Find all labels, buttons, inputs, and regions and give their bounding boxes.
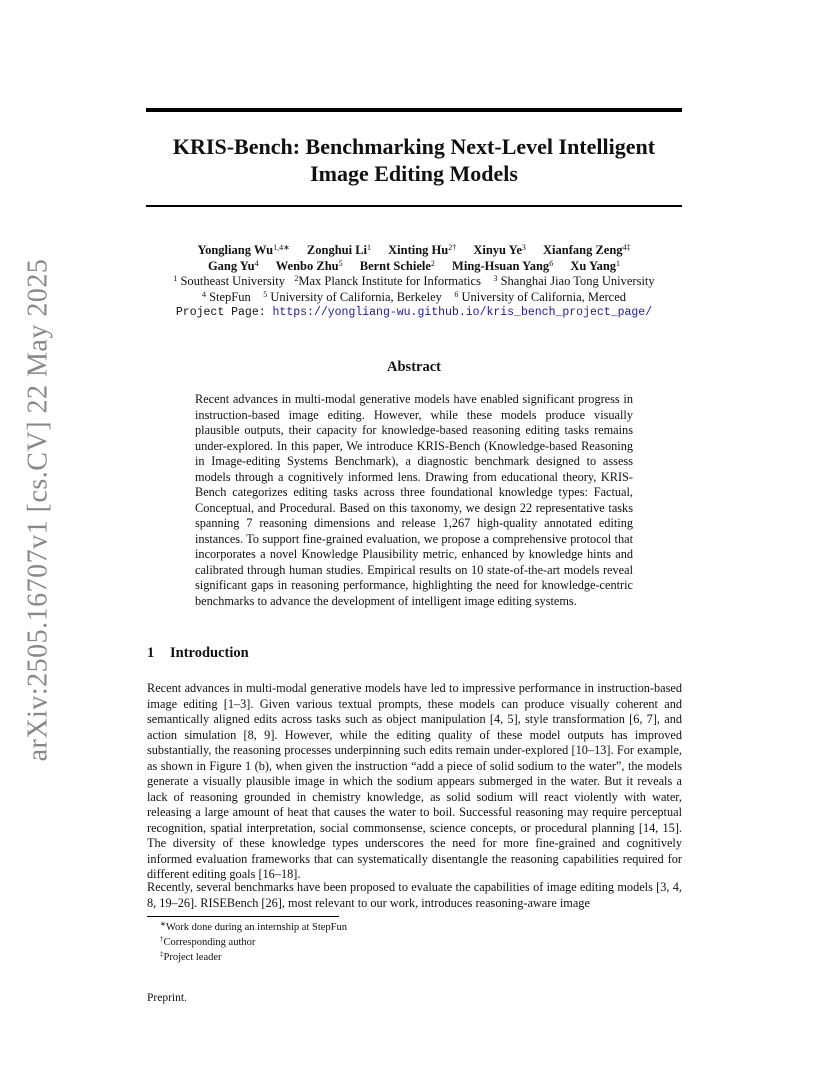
affil-name: Shanghai Jiao Tong University <box>500 274 655 288</box>
affiliations-line-2 <box>146 290 682 306</box>
affil-sup: 4 <box>201 289 206 299</box>
footnote-item <box>160 950 347 965</box>
footnote-item <box>160 935 347 950</box>
footnote-item <box>160 920 347 935</box>
abstract-heading: Abstract <box>387 359 441 375</box>
author-sup: 2 <box>430 258 435 268</box>
author-name: Ming-Hsuan Yang <box>452 258 550 273</box>
intro-paragraph-2: Recently, several benchmarks have been proposed to evaluate the capabilities of image editing models [3, 4, 8, 19–26]. RISEBench [26], most relevant to our work, introduces reasoning-aware image <box>147 880 682 910</box>
affil-name: StepFun <box>209 289 251 304</box>
author-sup: 1,4∗ <box>273 243 290 252</box>
project-page-label: Project Page: <box>175 306 266 319</box>
author-name: Xu Yang <box>570 258 617 273</box>
author-name: Bernt Schiele <box>359 258 431 273</box>
author-name: Xinting Hu <box>388 243 449 257</box>
footnote-text: Corresponding author <box>163 937 256 948</box>
author-sup: 3 <box>521 243 526 252</box>
section-number: 1 <box>147 645 155 661</box>
author-sup: 1 <box>367 243 372 252</box>
author-name: Xianfang Zeng <box>543 243 623 257</box>
author-sup: 1 <box>616 258 621 268</box>
authors-line-1 <box>146 243 682 259</box>
author-block <box>146 243 682 321</box>
title-bottom-rule <box>146 205 682 207</box>
project-page-link[interactable]: https://yongliang-wu.github.io/kris_bench_project_page/ <box>272 306 653 319</box>
title-line-1: KRIS-Bench: Benchmarking Next-Level Intelligent <box>172 134 656 159</box>
authors-line-2 <box>146 259 682 275</box>
affil-sup: 5 <box>263 289 268 299</box>
affil-name: University of California, Merced <box>461 289 627 304</box>
author-name: Yongliang Wu <box>197 243 274 257</box>
footnote-text: Project leader <box>163 952 222 963</box>
author-name: Wenbo Zhu <box>275 258 339 273</box>
footnotes <box>160 920 347 965</box>
arxiv-sidebar-stamp <box>10 250 66 770</box>
footnote-mark: ‡ <box>160 950 164 958</box>
author-name: Xinyu Ye <box>473 243 522 257</box>
intro-paragraph-1: Recent advances in multi-modal generative models have led to impressive performance in instruction-based image editing [1–3]. Given various textual prompts, these models can produce visually coherent and semantically aligned edits across tasks such as object manipulation [4, 5], style transformation [6, 7], and action simulation [8, 9]. However, while the editing quality of these model outputs has improved substantially, the reasoning processes underpinning such edits remain under-explored [10–13]. For example, as shown in Figure 1 (b), when given the instruction “add a piece of solid sodium to the water”, the models generate a visually plausible image in which the sodium appears submerged in the water. But it reveals a lack of reasoning grounded in chemistry knowledge, as solid sodium will react violently with water, releasing a large amount of heat that causes the water to boil. Successful reasoning may require perceptual recognition, spatial interpretation, social commonsense, science concepts, or procedural planning [14, 15]. The diversity of these knowledge types underscores the need for more fine-grained and cognitively informed evaluation frameworks that can systematically disentangle the reasoning capabilities required for different editing goals [16–18]. <box>147 681 682 881</box>
affil-sup: 3 <box>493 274 498 283</box>
project-page <box>146 305 682 321</box>
affil-name: Max Planck Institute for Informatics <box>298 274 481 288</box>
affil-name: University of California, Berkeley <box>270 289 442 304</box>
abstract-body: Recent advances in multi-modal generative models have enabled significant progress in instruction-based image editing. However, while these models produce visually plausible outputs, their capacity for knowledge-based reasoning editing tasks remains under-explored. In this paper, We introduce KRIS-Bench (Knowledge-based Reasoning in Image-editing Systems Benchmark), a diagnostic benchmark designed to assess models through a cognitively informed lens. Drawing from educational theory, KRIS-Bench categorizes editing tasks across three foundational knowledge types: Factual, Conceptual, and Procedural. Based on this taxonomy, we design 22 representative tasks spanning 7 reasoning dimensions and release 1,267 high-quality annotated editing instances. To support fine-grained evaluation, we propose a comprehensive protocol that incorporates a novel Knowledge Plausibility metric, enhanced by knowledge hints and calibrated through human studies. Empirical results on 10 state-of-the-art models reveal significant gaps in reasoning performance, highlighting the need for knowledge-centric benchmarks to advance the development of intelligent image editing systems. <box>195 392 633 608</box>
footnote-mark: ∗ <box>160 920 166 928</box>
author-sup: 4‡ <box>622 243 631 252</box>
affil-sup: 2 <box>294 274 299 283</box>
paper-title <box>146 133 682 187</box>
affil-sup: 6 <box>454 289 459 299</box>
footnote-rule <box>147 916 339 917</box>
arxiv-id-text: arXiv:2505.16707v1 [cs.CV] 22 May 2025 <box>22 258 54 762</box>
title-line-2: Image Editing Models <box>310 161 518 186</box>
author-sup: 2† <box>448 243 457 252</box>
section-title: Introduction <box>170 645 249 661</box>
affil-name: Southeast University <box>180 274 285 288</box>
affil-sup: 1 <box>173 274 178 283</box>
title-top-rule <box>146 108 682 112</box>
author-sup: 4 <box>254 258 259 268</box>
preprint-label: Preprint. <box>147 992 187 1004</box>
footnote-mark: † <box>160 935 164 943</box>
section-heading-introduction <box>147 645 249 662</box>
footnote-text: Work done during an internship at StepFun <box>165 922 348 933</box>
author-sup: 6 <box>549 258 554 268</box>
affiliations-line-1 <box>146 274 682 290</box>
author-sup: 5 <box>338 258 343 268</box>
author-name: Gang Yu <box>207 258 255 273</box>
author-name: Zonghui Li <box>306 243 368 257</box>
